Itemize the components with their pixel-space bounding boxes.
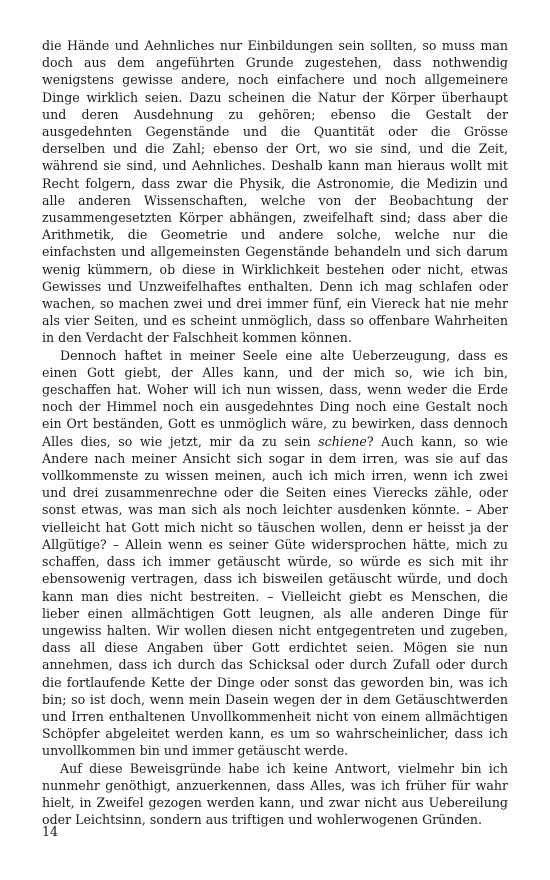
paragraph-text: ? Auch kann, so wie Andere nach meiner Ansicht sich sogar in dem irren, was sie auf das vollkommenste zu wissen meinen, auch ich mich irren, wenn ich zwei und drei zusammenrechne oder die Seiten eines Vierecks zähle, oder sonst etwas, was man sich als noch leichter ausdenken könnte. – Aber vielleicht hat Gott mich nicht so täuschen wollen, denn er heisst ja der Allgütige? – Allein wenn es seiner Güte widersprochen hätte, mich zu schaffen, dass ich immer getäuscht würde, so würde es sich mit ihr ebensowenig vertragen, dass ich bisweilen getäuscht würde, und doch kann man dies nicht bestreiten. – Vielleicht giebt es Menschen, die lieber einen allmächtigen Gott leugnen, als alle anderen Dinge für ungewiss halten. Wir wollen diesen nicht entgegentreten und zugeben, dass all diese Angaben über Gott erdichtet seien. Mögen sie nun annehmen, dass ich durch das Schicksal oder durch Zufall oder durch die fortlaufende Kette der Dinge oder sonst das geworden bin, was ich bin; so ist doch, wenn mein Dasein wegen der in dem Getäuschtwerden und Irren enthaltenen Unvollkommenheit nicht von einem allmächtigen Schöpfer abgeleitet werden kann, es um so wahrscheinlicher, dass ich unvollkommen bin und immer getäuscht werde. [42,433,508,759]
paragraph-text: Dennoch haftet in meiner Seele eine alte Ueberzeugung, dass es einen Gott giebt, der Alles kann, und der mich so, wie ich bin, geschaffen hat. Woher will ich nun wissen, dass, wenn weder die Erde noch der Himmel noch ein ausgedehntes Ding noch eine Gestalt noch ein Ort beständen, Gott es unmöglich wäre, zu bewirken, dass dennoch Alles dies, so wie jetzt, mir da zu sein [42,347,508,449]
paragraph-text: die Hände und Aehnliches nur Einbildungen sein sollten, so muss man doch aus dem angeführten Grunde zugestehen, dass nothwendig wenigstens gewisse andere, noch einfachere und noch allgemeinere Dinge wirklich seien. Dazu scheinen die Natur der Körper überhaupt und deren Ausdehnung zu gehören; ebenso die Gestalt der ausgedehnten Gegenstände und die Quantität oder die Grösse derselben und die Zahl; ebenso der Ort, wo sie sind, und die Zeit, während sie sind, und Aehnliches. Deshalb kann man hieraus wollt mit Recht folgern, dass zwar die Physik, die Astronomie, die Medizin und alle anderen Wissenschaften, welche von der Beobachtung der zusammengesetzten Körper abhängen, zweifelhaft sind; dass aber die Arithmetik, die Geometrie und andere solche, welche nur die einfachsten und allgemeinsten Gegenstände behandeln und sich darum wenig kümmern, ob diese in Wirklichkeit bestehen oder nicht, etwas Gewisses und Unzweifelhaftes enthalten. Denn ich mag schlafen oder wachen, so machen zwei und drei immer fünf, ein Viereck hat nie mehr als vier Seiten, und es scheint unmöglich, dass so offenbare Wahrheiten in den Verdacht der Falschheit kommen können. [42,38,508,346]
paragraph-3 [42,760,508,829]
paragraph-text: Auf diese Beweisgründe habe ich keine Antwort, vielmehr bin ich nunmehr genöthigt, anzuerkennen, dass Alles, was ich früher für wahr hielt, in Zweifel gezogen werden kann, und zwar nicht aus Uebereilung oder Leichtsinn, sondern aus triftigen und wohlerwogenen Gründen. [42,760,508,828]
page-body [42,37,508,828]
page-number: 14 [42,824,59,839]
paragraph-1 [42,37,508,347]
paragraph-2 [42,347,508,760]
emphasized-word: schiene [318,433,367,449]
